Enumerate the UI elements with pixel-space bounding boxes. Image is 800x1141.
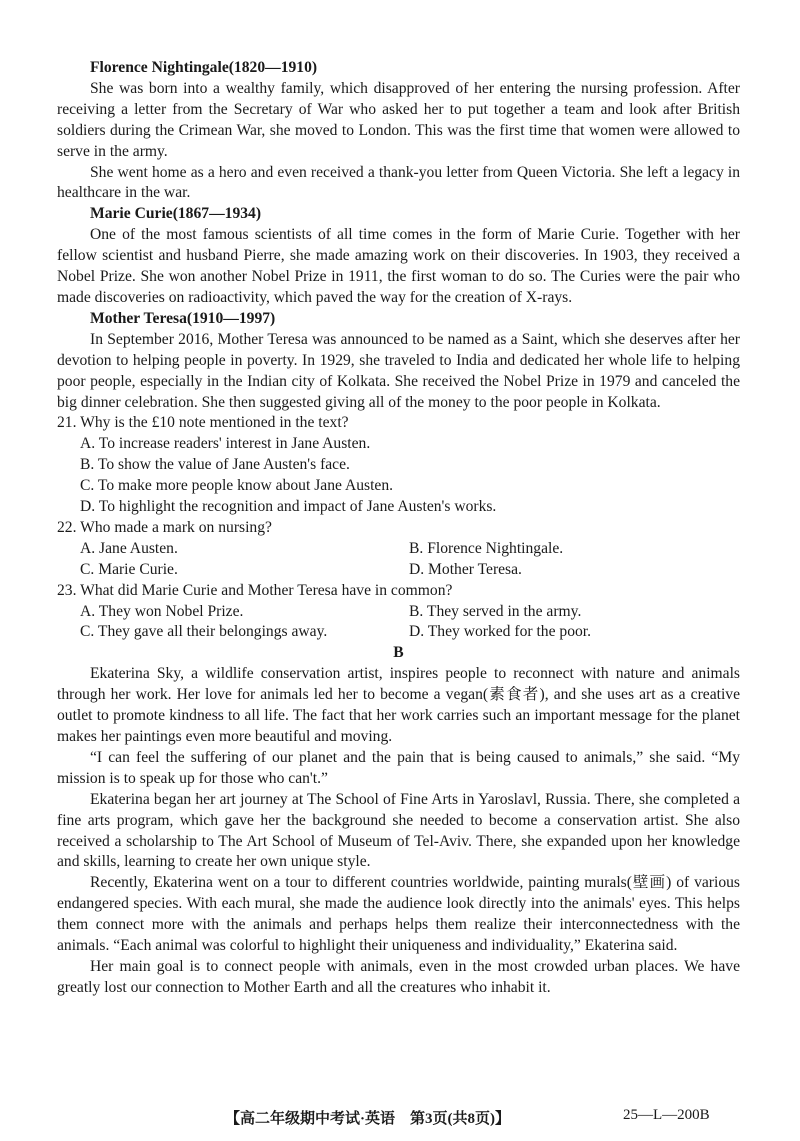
question-22-option-c: C. Marie Curie. — [80, 560, 178, 578]
question-22-row-1 — [57, 539, 740, 560]
footer-exam-info: 【高二年级期中考试·英语 第3页(共8页)】 — [225, 1111, 510, 1127]
question-21-option-b: B. To show the value of Jane Austen's face. — [80, 456, 350, 474]
question-23-stem: 23. What did Marie Curie and Mother Teresa have in common? — [57, 581, 453, 599]
nightingale-title: Florence Nightingale(1820—1910) — [90, 59, 318, 76]
section-b-heading: B — [393, 644, 404, 662]
question-22-row-2 — [57, 560, 740, 581]
footer-paper-code: 25—L—200B — [623, 1107, 710, 1123]
passage-b-paragraph-2: “I can feel the suffering of our planet and the pain that is being caused to animals,” she said. “My mission is to speak up for those who can't.” — [57, 748, 740, 787]
page-content — [57, 58, 740, 999]
question-21-option-c: C. To make more people know about Jane Austen. — [80, 477, 394, 495]
question-23-option-b: B. They served in the army. — [409, 602, 582, 620]
question-21-option-d: D. To highlight the recognition and impact of Jane Austen's works. — [80, 498, 497, 516]
curie-title: Marie Curie(1867—1934) — [90, 205, 262, 223]
passage-b-paragraph-5: Her main goal is to connect people with animals, even in the most crowded urban places. We have greatly lost our connection to Mother Earth and all the creatures who inhabit it. — [57, 957, 740, 996]
passage-b-paragraph-3: Ekaterina began her art journey at The School of Fine Arts in Yaroslavl, Russia. There, she completed a fine arts program, which gave her the background she needed to become a conservation artist. She also received a scholarship to The Art School of Museum of Tel-Aviv. There, she expanded upon her knowledge and skills, learning to create her own unique style. — [57, 790, 740, 871]
teresa-title: Mother Teresa(1910—1997) — [90, 309, 276, 327]
teresa-paragraph: In September 2016, Mother Teresa was announced to be named as a Saint, which she deserves after her devotion to helping people in poverty. In 1929, she traveled to India and dedicated her whole life to helping poor people, especially in the Indian city of Kolkata. She received the Nobel Prize in 1979 and canceled the big dinner celebration. She then suggested giving all of the money to the poor people in Kolkata. — [57, 330, 740, 411]
passage-b-paragraph-1: Ekaterina Sky, a wildlife conservation artist, inspires people to reconnect with nature and animals through her work. Her love for animals led her to become a vegan(素食者), and she uses art as a creative outlet to promote kindness to all life. The fact that her work carries such an important message for the planet makes her paintings even more beautiful and moving. — [57, 665, 740, 745]
question-22-option-d: D. Mother Teresa. — [409, 560, 522, 578]
question-22-option-b: B. Florence Nightingale. — [409, 539, 564, 557]
question-23-option-c: C. They gave all their belongings away. — [80, 623, 328, 641]
question-22-option-a: A. Jane Austen. — [80, 539, 178, 557]
question-23-row-1 — [57, 602, 740, 623]
passage-b-paragraph-4: Recently, Ekaterina went on a tour to different countries worldwide, painting murals(壁画) of various endangered species. With each mural, she made the audience look directly into the animals' eyes. This helps them connect more with the animals and perhaps helps them realize their interconnectedness with the animals. “Each animal was colorful to highlight their uniqueness and individuality,” Ekaterina said. — [57, 874, 740, 955]
nightingale-paragraph-1: She was born into a wealthy family, which disapproved of her entering the nursing profession. After receiving a letter from the Secretary of War who asked her to put together a team and look after British soldiers during the Crimean War, she moved to London. This was the first time that women were allowed to serve in the army. — [57, 79, 740, 160]
curie-paragraph: One of the most famous scientists of all time comes in the form of Marie Curie. Together with her fellow scientist and husband Pierre, she made amazing work on their discoveries. In 1903, they received a Nobel Prize. She won another Nobel Prize in 1911, the first woman to do so. The Curies were the pair who made discoveries on radioactivity, which paved the way for the creation of X-rays. — [57, 226, 740, 306]
question-23-option-d: D. They worked for the poor. — [409, 623, 592, 641]
nightingale-paragraph-2: She went home as a hero and even received a thank-you letter from Queen Victoria. She left a legacy in healthcare in the war. — [57, 163, 740, 202]
question-23-option-a: A. They won Nobel Prize. — [80, 602, 244, 620]
question-21-option-a: A. To increase readers' interest in Jane Austen. — [80, 435, 371, 453]
question-22-stem: 22. Who made a mark on nursing? — [57, 518, 272, 536]
question-21-stem: 21. Why is the £10 note mentioned in the text? — [57, 414, 349, 432]
question-23-row-2 — [57, 622, 740, 643]
